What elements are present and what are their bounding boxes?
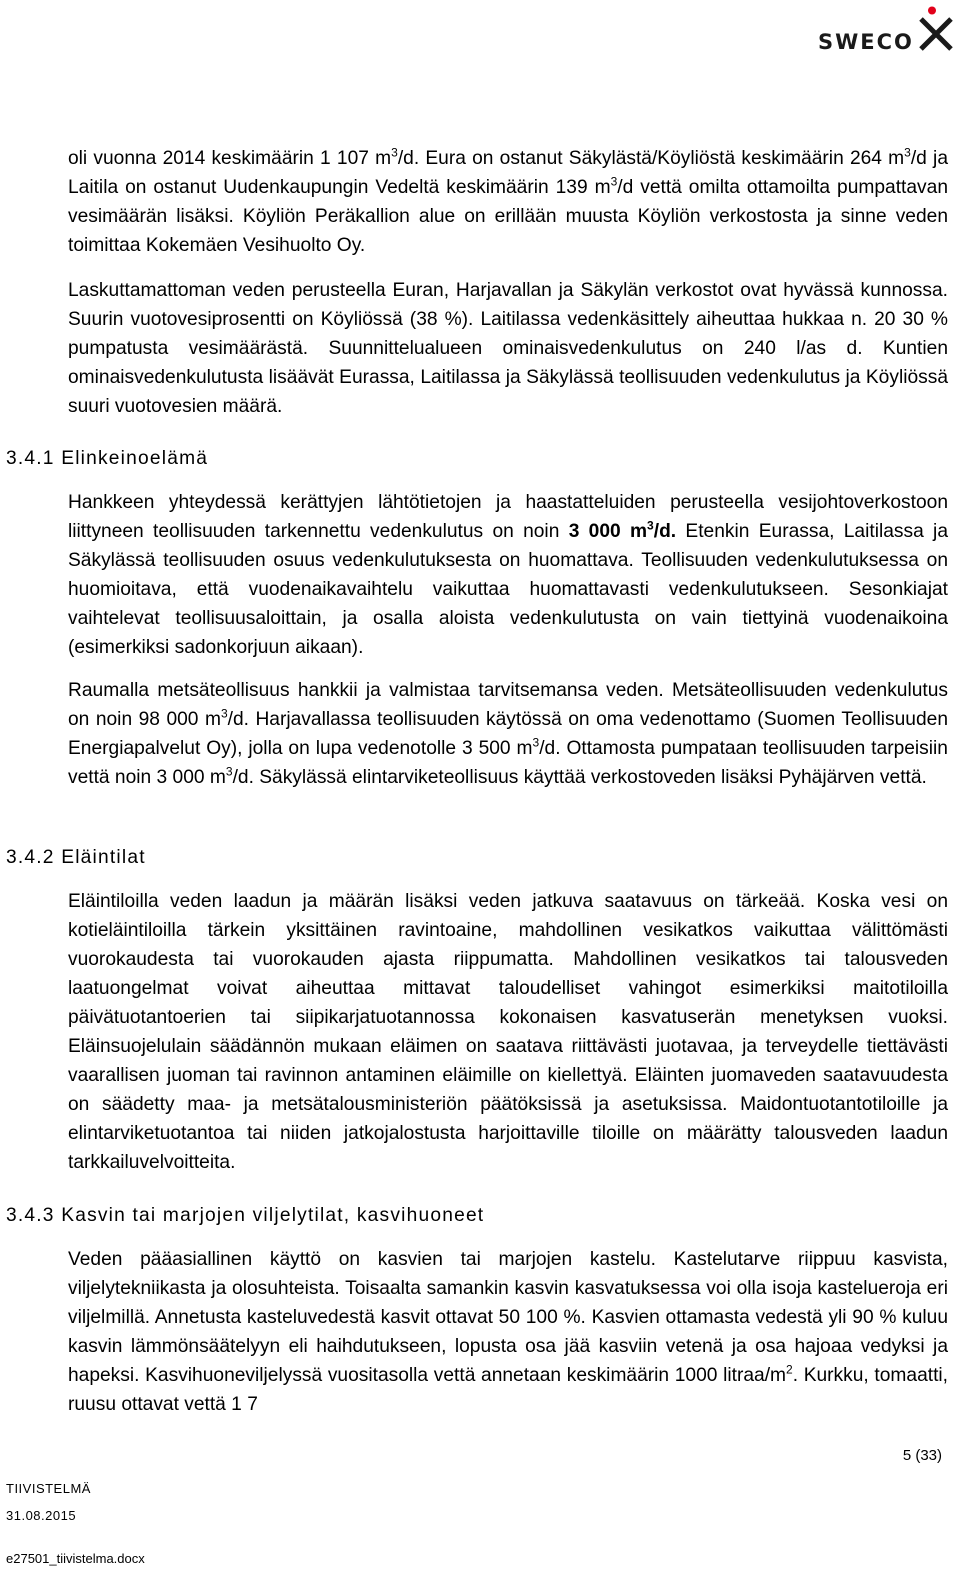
- text-run: Raumalla metsäteollisuus hankkii ja valmistaa tarvitsemansa veden. Metsäteollisuuden vedenkulutus on noin 98 000 m: [68, 680, 948, 730]
- section-heading-3-4-3: 3.4.3 Kasvin tai marjojen viljelytilat, kasvihuoneet: [6, 1205, 485, 1226]
- superscript: 2: [786, 1362, 793, 1377]
- text-run: Hankkeen yhteydessä kerättyjen lähtötietojen ja haastatteluiden perusteella vesijohtoverkostoon liittyneen teollisuuden tarkennettu vedenkulutus on noin: [68, 492, 948, 542]
- logo-text: SWECO: [818, 30, 914, 54]
- text-run: /d. Eura on ostanut Säkylästä/Köyliöstä keskimäärin 264 m: [397, 148, 905, 169]
- superscript: 3: [225, 764, 233, 779]
- paragraph-industry-consumption: [68, 488, 948, 662]
- superscript: 3: [220, 706, 228, 721]
- section-heading-3-4-1: 3.4.1 Elinkeinoelämä: [6, 448, 209, 469]
- text-run: . Kurkku, tomaatti, ruusu ottavat vettä 1 7: [68, 1365, 948, 1415]
- section-heading-3-4-2: 3.4.2 Eläintilat: [6, 847, 146, 868]
- superscript: 3: [532, 735, 540, 750]
- bold-text: 3 000 m: [568, 521, 648, 542]
- paragraph-animal-farms: Eläintiloilla veden laadun ja määrän lisäksi veden jatkuva saatavuus on tärkeää. Koska vesi on kotieläintiloilla tärkein yksittäinen ravintoaine, mahdollinen vesikatkos vaikuttaa välittömästi vuorokaudesta tai vuorokauden ajasta riippumatta. Mahdollinen vesikatkos tai talousveden laatuongelmat voivat aiheuttaa mittavat taloudelliset vahingot esimerkiksi maitotiloilla päivätuotantoerien tai siipikarjatuotannossa kokonaisen kasvatuserän menetyksen vuoksi. Eläinsuojelulain säädännön mukaan eläimen on saatava riittävästi juotavaa, ja terveydelle tiettävästi vaarallisen juoman tai ravinnon antaminen eläimille on kiellettyä. Eläinten juomaveden saatavuudesta on säädetty maa- ja metsätalousministeriön päätöksissä ja asetuksissa. Maidontuotantotiloille ja elintarviketuotantoa tai niiden jatkojalostusta harjoittaville tiloille on määrätty talousveden laadun tarkkailuvelvoitteita.: [68, 891, 948, 1173]
- superscript: 3: [904, 145, 911, 160]
- footer-filename: e27501_tiivistelma.docx: [6, 1551, 145, 1566]
- superscript: 3: [610, 174, 618, 189]
- text-run: Veden pääasiallinen käyttö on kasvien tai marjojen kastelu. Kastelutarve riippuu kasvista, viljelytekniikasta ja olosuhteista. Toisaalta samankin kasvin kasvatuksessa voi olla isoja kastelueroja eri viljelmillä. Annetusta kasteluvedestä kasvit ottavat 50 100 %. Kasvien ottamasta vedestä yli 90 % kuluu kasvin lämmönsäätelyyn eli haihdutukseen, lopusta osa jää kasviin vetenä ja osa hajoaa vedyksi ja hapeksi. Kasvihuoneviljelyssä vuositasolla vettä annetaan keskimäärin 1000 litraa/m: [68, 1249, 948, 1386]
- bold-text: /d.: [653, 521, 677, 542]
- text-run: oli vuonna 2014 keskimäärin 1 107 m: [68, 148, 392, 169]
- text-run: /d. Harjavallassa teollisuuden käytössä on oma vedenottamo (Suomen Teollisuuden Energiapalvelut Oy), jolla on lupa vedenotolle 3 500 m: [68, 709, 948, 759]
- text-run: /d. Säkylässä elintarviketeollisuus käyttää verkostoveden lisäksi Pyhäjärven vettä.: [232, 767, 927, 788]
- sweco-logo: [818, 6, 954, 54]
- text-run: /d vettä omilta ottamoilta pumpattavan vesimäärän lisäksi. Köyliön Peräkallion alue on erillään muusta Köyliön verkostosta ja sinne veden toimittaa Kokemäen Vesihuolto Oy.: [68, 177, 948, 256]
- paragraph-crop-irrigation: [68, 1245, 948, 1419]
- superscript: 3: [391, 145, 398, 160]
- footer-document-title: TIIVISTELMÄ: [6, 1481, 91, 1496]
- text-run: Etenkin Eurassa, Laitilassa ja Säkylässä teollisuuden osuus vedenkulutuksesta on huomattava. Teollisuuden vedenkulutuksessa on huomioitava, että vuodenaikavaihtelu vaikuttaa huomattavasti vedenkulutukseen. Sesonkiajat vaihtelevat teollisuusaloittain, ja osalla aloista vedenkulutusta on vain tiettyinä vuodenaikoina (esimerkiksi sadonkorjuun aikaan).: [68, 521, 948, 658]
- paragraph-unbilled-water: Laskuttamattoman veden perusteella Euran, Harjavallan ja Säkylän verkostot ovat hyvässä kunnossa. Suurin vuotovesiprosentti on Köyliössä (38 %). Laitilassa vedenkäsittely aiheuttaa hukkaa n. 20 30 % pumpatusta vesimäärästä. Suunnittelualueen ominaisvedenkulutus on 240 l/as d. Kuntien ominaisvedenkulutusta lisäävät Eurassa, Laitilassa ja Säkylässä teollisuuden vedenkulutus ja Köyliössä suuri vuotovesien määrä.: [68, 280, 948, 417]
- sweco-figure-icon: [918, 6, 954, 52]
- text-run: /d. Ottamosta pumpataan teollisuuden tarpeisiin vettä noin 3 000 m: [68, 738, 948, 788]
- paragraph-water-purchases: [68, 144, 948, 260]
- paragraph-rauma-industry: [68, 676, 948, 792]
- text-run: /d ja Laitila on ostanut Uudenkaupungin Vedeltä keskimäärin 139 m: [68, 148, 948, 198]
- page-number: 5 (33): [902, 1447, 942, 1464]
- superscript: 3: [647, 518, 654, 533]
- footer-date: 31.08.2015: [6, 1508, 77, 1523]
